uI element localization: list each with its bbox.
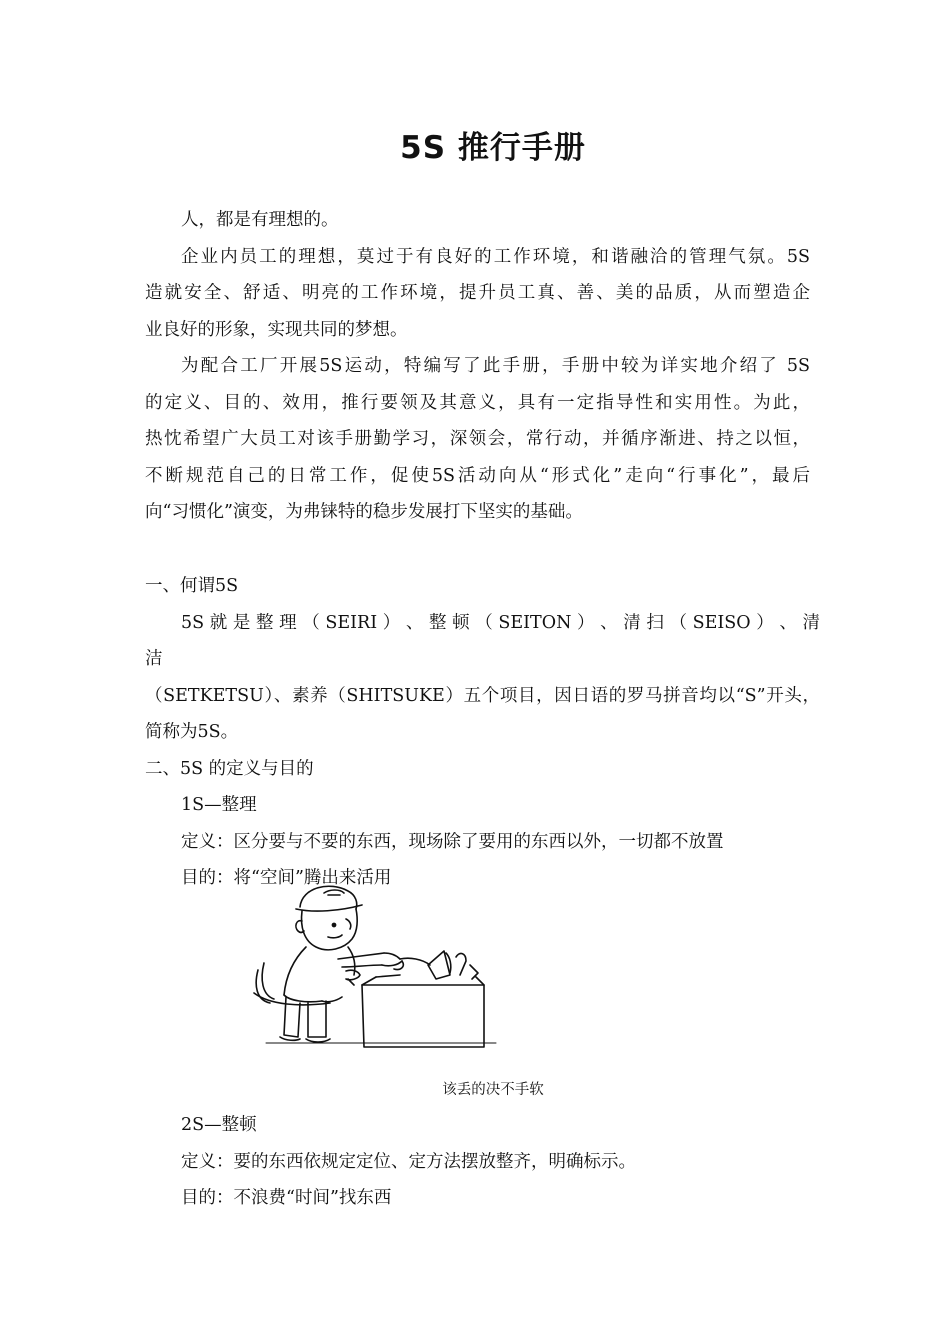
worker-discarding-illustration: [250, 875, 502, 1053]
section-1-heading: 一、何谓5S: [145, 576, 239, 596]
section-1-line-3: 简称为5S。: [145, 722, 239, 742]
intro-paragraph-2-line-1: 企业内员工的理想，莫过于有良好的工作环境，和谐融洽的管理气氛。5S: [181, 246, 810, 267]
s1-purpose: 目的：将“空间”腾出来活用: [181, 868, 392, 888]
section-1-line-1: 5S 就 是 整 理 （ SEIRI ） 、 整 顿 （ SEITON ） 、 清 扫 （ SEISO ） 、 清 洁: [145, 612, 820, 669]
intro-paragraph-1: 人，都是有理想的。: [181, 210, 339, 230]
intro-paragraph-3-line-1: 为配合工厂开展5S运动，特编写了此手册，手册中较为详实地介绍了 5S: [181, 356, 810, 376]
intro-paragraph-2-line-3: 业良好的形象，实现共同的梦想。: [145, 319, 408, 340]
s2-block: [145, 1107, 636, 1217]
intro-paragraph-3-line-2: 的定义、目的、效用，推行要领及其意义，具有一定指导性和实用性。为此，: [145, 392, 810, 413]
s2-definition: 定义：要的东西依规定定位、定方法摆放整齐，明确标示。: [181, 1151, 636, 1172]
intro-paragraph-3-line-4: 不断规范自己的日常工作，促使5S活动向从“形式化”走向“行事化”，最后: [145, 465, 810, 486]
illustration-caption: 该丢的决不手软: [442, 1082, 544, 1098]
s2-label: 2S—整顿: [181, 1115, 257, 1135]
section-1: [145, 568, 820, 897]
intro-paragraph-3-line-3: 热忱希望广大员工对该手册勤学习，深领会，常行动，并循序渐进、持之以恒，: [145, 429, 810, 449]
section-2-heading: 二、5S 的定义与目的: [145, 758, 314, 779]
intro-paragraph-2-line-2: 造就安全、舒适、明亮的工作环境，提升员工真、善、美的品质，从而塑造企: [145, 283, 810, 303]
s2-purpose: 目的：不浪费“时间”找东西: [181, 1188, 392, 1208]
intro-section: [145, 202, 810, 531]
s1-label: 1S—整理: [181, 795, 257, 815]
page-title: 5S 推行手册: [400, 130, 586, 166]
section-1-line-2: （SETKETSU）、素养（SHITSUKE）五个项目，因日语的罗马拼音均以“S”开头，: [145, 685, 820, 706]
intro-paragraph-3-line-5: 向“习惯化”演变，为弗铼特的稳步发展打下坚实的基础。: [145, 502, 583, 522]
s1-definition: 定义：区分要与不要的东西，现场除了要用的东西以外，一切都不放置: [181, 831, 724, 852]
